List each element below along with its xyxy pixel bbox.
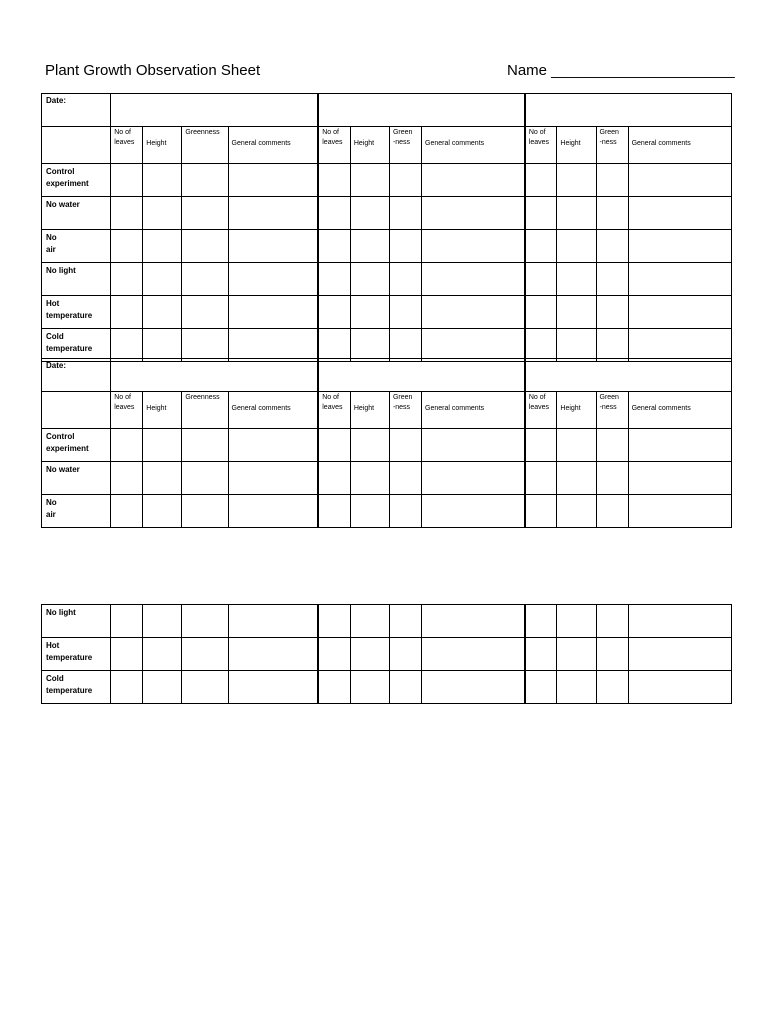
observation-cell: [596, 197, 628, 230]
observation-cell: [628, 462, 731, 495]
observation-cell: [143, 671, 182, 704]
observation-cell: [228, 429, 318, 462]
observation-cell: [228, 495, 318, 528]
observation-cell: [182, 429, 228, 462]
observation-cell: [596, 638, 628, 671]
observation-cell: [182, 296, 228, 329]
observation-cell: [596, 495, 628, 528]
observation-cell: [422, 263, 525, 296]
observation-row: [42, 605, 732, 638]
observation-cell: [389, 296, 421, 329]
header-height: Height: [143, 127, 182, 164]
row-label: No light: [42, 263, 111, 296]
observation-cell: [350, 429, 389, 462]
observation-cell: [182, 164, 228, 197]
observation-cell: [422, 296, 525, 329]
observation-cell: [228, 230, 318, 263]
observation-row: [42, 230, 732, 263]
observation-cell: [143, 263, 182, 296]
observation-cell: [318, 164, 350, 197]
observation-row: [42, 296, 732, 329]
observation-cell: [111, 671, 143, 704]
row-label: No air: [42, 230, 111, 263]
observation-cell: [143, 462, 182, 495]
observation-cell: [389, 164, 421, 197]
header-no-of-leaves: No of leaves: [525, 127, 557, 164]
observation-cell: [422, 495, 525, 528]
observation-cell: [350, 638, 389, 671]
header-height: Height: [557, 392, 596, 429]
observation-cell: [228, 638, 318, 671]
observation-cell: [628, 495, 731, 528]
observation-cell: [228, 164, 318, 197]
page-title: Plant Growth Observation Sheet: [45, 62, 261, 79]
observation-cell: [143, 197, 182, 230]
observation-cell: [628, 164, 731, 197]
observation-cell: [318, 296, 350, 329]
observation-cell: [143, 495, 182, 528]
observation-cell: [350, 296, 389, 329]
header-greenness: Green -ness: [596, 392, 628, 429]
observation-cell: [182, 671, 228, 704]
observation-cell: [596, 230, 628, 263]
observation-cell: [350, 164, 389, 197]
observation-cell: [111, 495, 143, 528]
observation-cell: [111, 197, 143, 230]
observation-cell: [557, 230, 596, 263]
observation-row: [42, 462, 732, 495]
observation-cell: [628, 671, 731, 704]
observation-cell: [422, 605, 525, 638]
observation-cell: [350, 671, 389, 704]
observation-cell: [350, 495, 389, 528]
observation-cell: [596, 296, 628, 329]
observation-cell: [557, 329, 596, 362]
name-field-label: Name ______________________: [507, 62, 735, 79]
date-cell-group-2: [318, 359, 525, 392]
observation-cell: [111, 164, 143, 197]
header-no-of-leaves: No of leaves: [318, 392, 350, 429]
observation-cell: [143, 329, 182, 362]
observation-row: [42, 638, 732, 671]
observation-cell: [557, 197, 596, 230]
header-blank-cell: [42, 127, 111, 164]
observation-cell: [182, 329, 228, 362]
observation-cell: [350, 263, 389, 296]
row-label: Hot temperature: [42, 638, 111, 671]
observation-cell: [111, 638, 143, 671]
observation-table-1: [41, 93, 732, 362]
observation-cell: [422, 638, 525, 671]
header-no-of-leaves: No of leaves: [111, 392, 143, 429]
observation-cell: [318, 605, 350, 638]
header-height: Height: [350, 127, 389, 164]
observation-cell: [525, 495, 557, 528]
observation-cell: [422, 462, 525, 495]
header-greenness: Green -ness: [389, 392, 421, 429]
observation-cell: [350, 605, 389, 638]
observation-row: [42, 263, 732, 296]
observation-cell: [628, 429, 731, 462]
row-label: Cold temperature: [42, 671, 111, 704]
observation-cell: [318, 495, 350, 528]
observation-cell: [557, 429, 596, 462]
observation-cell: [111, 462, 143, 495]
header-height: Height: [557, 127, 596, 164]
observation-cell: [228, 329, 318, 362]
observation-cell: [557, 296, 596, 329]
header-no-of-leaves: No of leaves: [525, 392, 557, 429]
row-label: No light: [42, 605, 111, 638]
header-no-of-leaves: No of leaves: [111, 127, 143, 164]
observation-cell: [525, 429, 557, 462]
observation-cell: [525, 164, 557, 197]
observation-cell: [182, 230, 228, 263]
row-label: Cold temperature: [42, 329, 111, 362]
observation-cell: [143, 605, 182, 638]
observation-cell: [111, 296, 143, 329]
observation-cell: [422, 164, 525, 197]
observation-cell: [182, 638, 228, 671]
observation-row: [42, 197, 732, 230]
header-no-of-leaves: No of leaves: [318, 127, 350, 164]
observation-cell: [628, 263, 731, 296]
observation-row: [42, 429, 732, 462]
observation-cell: [389, 197, 421, 230]
observation-cell: [596, 329, 628, 362]
date-row: [42, 359, 732, 392]
observation-cell: [143, 296, 182, 329]
observation-cell: [182, 263, 228, 296]
header-height: Height: [143, 392, 182, 429]
observation-cell: [422, 230, 525, 263]
observation-cell: [525, 263, 557, 296]
observation-cell: [596, 462, 628, 495]
observation-cell: [557, 605, 596, 638]
observation-cell: [318, 671, 350, 704]
date-cell-group-3: [525, 359, 732, 392]
observation-cell: [557, 164, 596, 197]
observation-cell: [525, 638, 557, 671]
observation-cell: [143, 429, 182, 462]
observation-cell: [628, 197, 731, 230]
observation-cell: [228, 197, 318, 230]
header-general-comments: General comments: [422, 392, 525, 429]
observation-cell: [389, 329, 421, 362]
observation-cell: [525, 462, 557, 495]
observation-cell: [318, 329, 350, 362]
row-label: Control experiment: [42, 429, 111, 462]
header-general-comments: General comments: [228, 127, 318, 164]
date-label: Date:: [42, 359, 111, 392]
observation-cell: [596, 164, 628, 197]
observation-cell: [228, 263, 318, 296]
observation-cell: [525, 197, 557, 230]
observation-cell: [389, 230, 421, 263]
observation-cell: [557, 638, 596, 671]
observation-cell: [557, 462, 596, 495]
date-cell-group-2: [318, 94, 525, 127]
observation-cell: [318, 263, 350, 296]
observation-cell: [596, 605, 628, 638]
observation-cell: [422, 671, 525, 704]
observation-cell: [422, 197, 525, 230]
header-greenness: Green -ness: [389, 127, 421, 164]
observation-cell: [389, 462, 421, 495]
header-greenness: Greenness: [182, 127, 228, 164]
observation-cell: [389, 495, 421, 528]
header-blank-cell: [42, 392, 111, 429]
row-label: No water: [42, 462, 111, 495]
header-height: Height: [350, 392, 389, 429]
observation-cell: [228, 671, 318, 704]
observation-cell: [111, 230, 143, 263]
date-row: [42, 94, 732, 127]
observation-cell: [389, 429, 421, 462]
observation-row: [42, 329, 732, 362]
observation-cell: [596, 429, 628, 462]
header-general-comments: General comments: [228, 392, 318, 429]
date-cell-group-3: [525, 94, 732, 127]
observation-cell: [318, 429, 350, 462]
header-general-comments: General comments: [628, 127, 731, 164]
observation-cell: [596, 263, 628, 296]
observation-cell: [525, 329, 557, 362]
observation-cell: [350, 230, 389, 263]
row-label: Hot temperature: [42, 296, 111, 329]
observation-cell: [628, 638, 731, 671]
observation-cell: [228, 605, 318, 638]
observation-cell: [143, 164, 182, 197]
observation-cell: [422, 429, 525, 462]
observation-cell: [350, 329, 389, 362]
observation-cell: [628, 605, 731, 638]
observation-cell: [389, 638, 421, 671]
observation-cell: [111, 263, 143, 296]
observation-cell: [557, 671, 596, 704]
column-header-row: [42, 127, 732, 164]
observation-cell: [318, 462, 350, 495]
observation-cell: [389, 263, 421, 296]
row-label: No air: [42, 495, 111, 528]
column-header-row: [42, 392, 732, 429]
observation-cell: [111, 605, 143, 638]
observation-cell: [389, 671, 421, 704]
observation-row: [42, 671, 732, 704]
observation-cell: [525, 296, 557, 329]
observation-cell: [557, 495, 596, 528]
header-general-comments: General comments: [422, 127, 525, 164]
observation-cell: [525, 230, 557, 263]
observation-table-2: [41, 358, 732, 528]
observation-cell: [318, 638, 350, 671]
observation-row: [42, 164, 732, 197]
observation-cell: [111, 329, 143, 362]
observation-cell: [143, 638, 182, 671]
observation-cell: [318, 230, 350, 263]
date-cell-group-1: [111, 359, 319, 392]
observation-cell: [228, 296, 318, 329]
header-greenness: Greenness: [182, 392, 228, 429]
observation-cell: [422, 329, 525, 362]
observation-cell: [350, 462, 389, 495]
observation-cell: [557, 263, 596, 296]
observation-cell: [525, 605, 557, 638]
observation-cell: [143, 230, 182, 263]
observation-cell: [182, 197, 228, 230]
observation-row: [42, 495, 732, 528]
observation-cell: [318, 197, 350, 230]
row-label: Control experiment: [42, 164, 111, 197]
observation-cell: [628, 296, 731, 329]
date-cell-group-1: [111, 94, 319, 127]
observation-cell: [350, 197, 389, 230]
observation-cell: [525, 671, 557, 704]
observation-cell: [182, 605, 228, 638]
header-greenness: Green -ness: [596, 127, 628, 164]
observation-cell: [596, 671, 628, 704]
observation-cell: [628, 329, 731, 362]
observation-cell: [182, 495, 228, 528]
observation-cell: [228, 462, 318, 495]
observation-cell: [111, 429, 143, 462]
observation-cell: [389, 605, 421, 638]
row-label: No water: [42, 197, 111, 230]
header-general-comments: General comments: [628, 392, 731, 429]
observation-table-3: [41, 604, 732, 704]
date-label: Date:: [42, 94, 111, 127]
observation-cell: [182, 462, 228, 495]
observation-cell: [628, 230, 731, 263]
